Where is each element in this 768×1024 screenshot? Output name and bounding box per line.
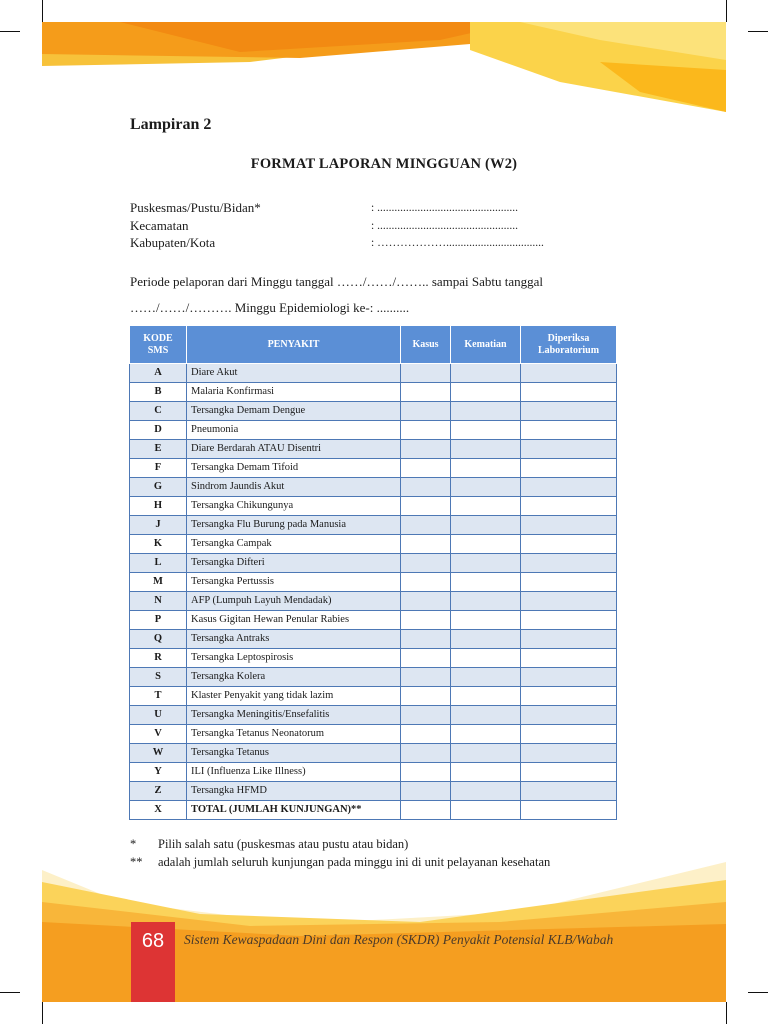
cell-code: B: [130, 383, 187, 402]
table-row: [130, 383, 617, 402]
cell-disease: Kasus Gigitan Hewan Penular Rabies: [187, 611, 401, 630]
cell-lab[interactable]: [521, 421, 617, 440]
footnote-2: [130, 855, 550, 870]
cell-disease: Tersangka Antraks: [187, 630, 401, 649]
cell-disease: TOTAL (JUMLAH KUNJUNGAN)**: [187, 801, 401, 820]
cell-kematian[interactable]: [451, 725, 521, 744]
field-value: : .................................................: [371, 202, 518, 214]
cell-disease: Tersangka Flu Burung pada Manusia: [187, 516, 401, 535]
cell-lab[interactable]: [521, 516, 617, 535]
table-row: [130, 630, 617, 649]
cell-kematian[interactable]: [451, 763, 521, 782]
cell-lab[interactable]: [521, 801, 617, 820]
cell-kematian[interactable]: [451, 592, 521, 611]
period-line-1: Periode pelaporan dari Minggu tanggal ……/……/…….. sampai Sabtu tanggal: [130, 274, 544, 289]
cell-kematian[interactable]: [451, 535, 521, 554]
cell-kematian[interactable]: [451, 573, 521, 592]
cell-disease: Pneumonia: [187, 421, 401, 440]
table-row: [130, 402, 617, 421]
cell-code: Z: [130, 782, 187, 801]
cell-code: A: [130, 364, 187, 383]
field-label: Kabupaten/Kota: [130, 235, 216, 250]
period-line-2: ……/……/………. Minggu Epidemiologi ke-: ..........: [130, 300, 410, 315]
cell-kasus[interactable]: [401, 801, 451, 820]
cell-kematian[interactable]: [451, 459, 521, 478]
cell-code: S: [130, 668, 187, 687]
cell-lab[interactable]: [521, 611, 617, 630]
cell-code: G: [130, 478, 187, 497]
table-row: [130, 592, 617, 611]
cell-lab[interactable]: [521, 725, 617, 744]
cell-code: N: [130, 592, 187, 611]
cell-lab[interactable]: [521, 535, 617, 554]
cell-lab[interactable]: [521, 554, 617, 573]
cell-kasus[interactable]: [401, 592, 451, 611]
cell-code: K: [130, 535, 187, 554]
cell-kasus[interactable]: [401, 706, 451, 725]
cell-disease: Tersangka Meningitis/Ensefalitis: [187, 706, 401, 725]
table-row: [130, 611, 617, 630]
header-kematian: Kematian: [451, 326, 521, 364]
cell-code: W: [130, 744, 187, 763]
cell-kasus[interactable]: [401, 744, 451, 763]
cell-kasus[interactable]: [401, 611, 451, 630]
document-title: FORMAT LAPORAN MINGGUAN (W2): [250, 156, 518, 172]
cell-kematian[interactable]: [451, 801, 521, 820]
cell-lab[interactable]: [521, 706, 617, 725]
cell-code: H: [130, 497, 187, 516]
table-row: [130, 573, 617, 592]
cell-lab[interactable]: [521, 687, 617, 706]
weekly-report-table: [129, 325, 617, 820]
cell-lab[interactable]: [521, 383, 617, 402]
cell-kasus[interactable]: [401, 782, 451, 801]
cell-code: U: [130, 706, 187, 725]
cell-code: P: [130, 611, 187, 630]
cell-lab[interactable]: [521, 440, 617, 459]
cell-code: Q: [130, 630, 187, 649]
cell-kasus[interactable]: [401, 440, 451, 459]
cell-code: R: [130, 649, 187, 668]
cell-kasus[interactable]: [401, 763, 451, 782]
cell-kasus[interactable]: [401, 383, 451, 402]
cell-disease: Tersangka Campak: [187, 535, 401, 554]
footnote-1: [130, 837, 408, 852]
cell-kasus[interactable]: [401, 535, 451, 554]
table-row: [130, 421, 617, 440]
cell-kematian[interactable]: [451, 383, 521, 402]
table-row: [130, 782, 617, 801]
cell-disease: AFP (Lumpuh Layuh Mendadak): [187, 592, 401, 611]
cell-disease: Tersangka Pertussis: [187, 573, 401, 592]
cell-kasus[interactable]: [401, 630, 451, 649]
table-row: [130, 649, 617, 668]
cell-disease: Tersangka Chikungunya: [187, 497, 401, 516]
table-row: [130, 440, 617, 459]
cell-code: V: [130, 725, 187, 744]
table-row: [130, 554, 617, 573]
cell-kasus[interactable]: [401, 516, 451, 535]
header-decoration: [0, 0, 768, 115]
field-value: : .................................................: [371, 220, 518, 232]
cell-disease: Tersangka Difteri: [187, 554, 401, 573]
table-row: [130, 706, 617, 725]
cell-kasus[interactable]: [401, 364, 451, 383]
footnote-mark: *: [130, 837, 137, 851]
cell-code: M: [130, 573, 187, 592]
cell-disease: Tersangka Kolera: [187, 668, 401, 687]
table-row: [130, 763, 617, 782]
cell-disease: Tersangka Demam Tifoid: [187, 459, 401, 478]
cell-lab[interactable]: [521, 630, 617, 649]
cell-disease: Diare Akut: [187, 364, 401, 383]
cell-code: J: [130, 516, 187, 535]
cell-disease: Klaster Penyakit yang tidak lazim: [187, 687, 401, 706]
cell-kematian[interactable]: [451, 744, 521, 763]
cell-kematian[interactable]: [451, 687, 521, 706]
cell-kematian[interactable]: [451, 630, 521, 649]
cell-kematian[interactable]: [451, 478, 521, 497]
header-penyakit: PENYAKIT: [187, 326, 401, 364]
table-row-total: [130, 801, 617, 820]
cell-disease: Tersangka Tetanus Neonatorum: [187, 725, 401, 744]
page-number: 68: [131, 922, 175, 1002]
cell-disease: Tersangka HFMD: [187, 782, 401, 801]
table-row: [130, 459, 617, 478]
table-row: [130, 668, 617, 687]
cell-kasus[interactable]: [401, 497, 451, 516]
cell-kasus[interactable]: [401, 668, 451, 687]
table-row: [130, 725, 617, 744]
cell-kematian[interactable]: [451, 497, 521, 516]
cell-disease: ILI (Influenza Like Illness): [187, 763, 401, 782]
cell-kematian[interactable]: [451, 649, 521, 668]
cell-kematian[interactable]: [451, 402, 521, 421]
table-header-row: [130, 326, 617, 364]
cell-disease: Tersangka Leptospirosis: [187, 649, 401, 668]
cell-kematian[interactable]: [451, 440, 521, 459]
cell-kasus[interactable]: [401, 573, 451, 592]
cell-lab[interactable]: [521, 782, 617, 801]
cell-disease: Tersangka Demam Dengue: [187, 402, 401, 421]
cell-code: D: [130, 421, 187, 440]
cell-code: X: [130, 801, 187, 820]
footnote-text: adalah jumlah seluruh kunjungan pada minggu ini di unit pelayanan kesehatan: [158, 855, 551, 869]
cell-kematian[interactable]: [451, 668, 521, 687]
cell-lab[interactable]: [521, 592, 617, 611]
cell-lab[interactable]: [521, 478, 617, 497]
cell-lab[interactable]: [521, 364, 617, 383]
header-lab: [521, 326, 617, 364]
cell-lab[interactable]: [521, 402, 617, 421]
footnote-text: Pilih salah satu (puskesmas atau pustu atau bidan): [158, 837, 409, 851]
table-row: [130, 478, 617, 497]
cell-kematian[interactable]: [451, 554, 521, 573]
cell-kasus[interactable]: [401, 687, 451, 706]
cell-code: F: [130, 459, 187, 478]
cell-kematian[interactable]: [451, 782, 521, 801]
header-kode: KODE SMS: [130, 326, 187, 364]
table-row: [130, 516, 617, 535]
cell-kematian[interactable]: [451, 611, 521, 630]
cell-kematian[interactable]: [451, 516, 521, 535]
cell-kematian[interactable]: [451, 364, 521, 383]
cell-lab[interactable]: [521, 649, 617, 668]
cell-lab[interactable]: [521, 459, 617, 478]
table-row: [130, 497, 617, 516]
cell-code: E: [130, 440, 187, 459]
cell-kasus[interactable]: [401, 554, 451, 573]
cell-disease: Diare Berdarah ATAU Disentri: [187, 440, 401, 459]
cell-kasus[interactable]: [401, 421, 451, 440]
table-row: [130, 535, 617, 554]
cell-kasus[interactable]: [401, 402, 451, 421]
cell-disease: Sindrom Jaundis Akut: [187, 478, 401, 497]
cell-disease: Malaria Konfirmasi: [187, 383, 401, 402]
field-label: Puskesmas/Pustu/Bidan*: [130, 200, 261, 215]
header-lab-line2: Laboratorium: [537, 344, 600, 356]
cell-kematian[interactable]: [451, 706, 521, 725]
table-row: [130, 744, 617, 763]
cell-code: T: [130, 687, 187, 706]
cell-code: Y: [130, 763, 187, 782]
cell-lab[interactable]: [521, 668, 617, 687]
field-label: Kecamatan: [130, 218, 189, 233]
cell-disease: Tersangka Tetanus: [187, 744, 401, 763]
field-value: : ………………..................................: [371, 237, 544, 249]
cell-kematian[interactable]: [451, 421, 521, 440]
table-row: [130, 687, 617, 706]
cell-kasus[interactable]: [401, 478, 451, 497]
running-title: Sistem Kewaspadaan Dini dan Respon (SKDR) Penyakit Potensial KLB/Wabah: [184, 932, 614, 947]
cell-kasus[interactable]: [401, 649, 451, 668]
footnote-mark: **: [130, 855, 143, 869]
header-kasus: Kasus: [401, 326, 451, 364]
cell-lab[interactable]: [521, 744, 617, 763]
cell-code: C: [130, 402, 187, 421]
cell-kasus[interactable]: [401, 725, 451, 744]
cell-kasus[interactable]: [401, 459, 451, 478]
cell-lab[interactable]: [521, 573, 617, 592]
header-lab-line1: Diperiksa: [547, 332, 590, 344]
table-row: [130, 364, 617, 383]
appendix-label: Lampiran 2: [130, 116, 212, 133]
cell-code: L: [130, 554, 187, 573]
cell-lab[interactable]: [521, 763, 617, 782]
cell-lab[interactable]: [521, 497, 617, 516]
